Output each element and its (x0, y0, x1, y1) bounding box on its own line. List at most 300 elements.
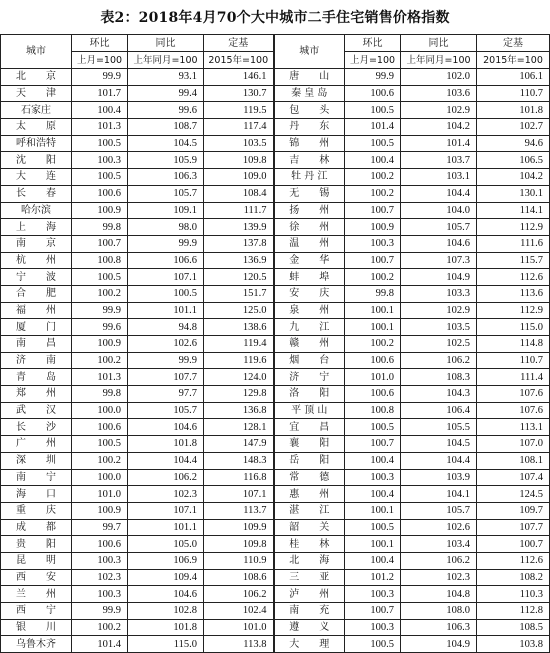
right-hb-cell: 100.2 (345, 336, 401, 353)
left-dj-cell: 113.8 (204, 636, 274, 653)
left-city-cell: 天 津 (1, 85, 72, 102)
left-hb-cell: 100.5 (72, 436, 128, 453)
right-city-cell: 常 德 (274, 469, 345, 486)
right-tb-cell: 108.0 (401, 603, 477, 620)
right-dj-cell: 94.6 (477, 135, 550, 152)
right-hb-cell: 100.2 (345, 169, 401, 186)
right-dj-cell: 111.6 (477, 235, 550, 252)
table-title: 表2：2018年4月70个大中城市二手住宅销售价格指数 (100, 10, 450, 26)
left-hb-cell: 100.6 (72, 536, 128, 553)
table-row (1, 369, 550, 386)
right-dj-cell: 110.3 (477, 586, 550, 603)
left-city-cell: 杭 州 (1, 252, 72, 269)
right-city-cell: 唐 山 (274, 69, 345, 86)
left-hb-cell: 100.6 (72, 185, 128, 202)
left-tb-cell: 94.8 (128, 319, 204, 336)
left-tb-cell: 106.6 (128, 252, 204, 269)
right-city-cell: 韶 关 (274, 519, 345, 536)
left-tb-cell: 104.4 (128, 452, 204, 469)
right-tb-cell: 104.4 (401, 185, 477, 202)
right-dj-cell: 107.6 (477, 386, 550, 403)
left-dj-cell: 108.4 (204, 185, 274, 202)
left-dj-cell: 128.1 (204, 419, 274, 436)
left-city-cell: 呼和浩特 (1, 135, 72, 152)
left-dj-cell: 119.4 (204, 336, 274, 353)
right-dj-cell: 111.4 (477, 369, 550, 386)
left-city-cell: 南 昌 (1, 336, 72, 353)
table-row (1, 552, 550, 569)
right-hb-cell: 100.4 (345, 552, 401, 569)
header-row-1 (1, 35, 550, 52)
left-city-cell: 大 连 (1, 169, 72, 186)
right-dj-cell: 115.0 (477, 319, 550, 336)
left-dj-cell: 130.7 (204, 85, 274, 102)
left-city-cell: 长 沙 (1, 419, 72, 436)
right-dj-cell: 115.7 (477, 252, 550, 269)
right-hb-cell: 101.0 (345, 369, 401, 386)
left-dj-cell: 111.7 (204, 202, 274, 219)
right-dj-cell: 109.7 (477, 502, 550, 519)
left-tb-cell: 100.5 (128, 285, 204, 302)
right-dj-cell: 100.7 (477, 536, 550, 553)
right-hb-cell: 100.1 (345, 319, 401, 336)
left-city-cell: 郑 州 (1, 386, 72, 403)
left-hb-cell: 101.3 (72, 119, 128, 136)
table-row (1, 619, 550, 636)
left-tb-cell: 97.7 (128, 386, 204, 403)
left-hb-cell: 100.0 (72, 402, 128, 419)
table-row (1, 69, 550, 86)
left-city-cell: 北 京 (1, 69, 72, 86)
left-city-cell: 石家庄 (1, 102, 72, 119)
left-tb-cell: 105.9 (128, 152, 204, 169)
dj-base-right: 2015年=100 (477, 52, 550, 69)
right-city-cell: 扬 州 (274, 202, 345, 219)
hb-base-right: 上月=100 (345, 52, 401, 69)
table-row (1, 152, 550, 169)
left-tb-cell: 107.1 (128, 269, 204, 286)
left-hb-cell: 102.3 (72, 569, 128, 586)
table-row (1, 285, 550, 302)
left-tb-cell: 107.1 (128, 502, 204, 519)
left-hb-cell: 100.3 (72, 152, 128, 169)
right-city-cell: 牡 丹 江 (274, 169, 345, 186)
left-dj-cell: 138.6 (204, 319, 274, 336)
left-hb-cell: 100.5 (72, 269, 128, 286)
left-dj-cell: 106.2 (204, 586, 274, 603)
left-tb-cell: 105.7 (128, 185, 204, 202)
table-row (1, 352, 550, 369)
left-hb-cell: 100.9 (72, 336, 128, 353)
right-hb-cell: 99.9 (345, 69, 401, 86)
hb-header-left: 环比 (72, 35, 128, 52)
right-dj-cell: 106.5 (477, 152, 550, 169)
left-city-cell: 福 州 (1, 302, 72, 319)
left-dj-cell: 151.7 (204, 285, 274, 302)
left-dj-cell: 107.1 (204, 486, 274, 503)
right-dj-cell: 103.8 (477, 636, 550, 653)
right-dj-cell: 112.8 (477, 603, 550, 620)
table-row (1, 636, 550, 653)
left-hb-cell: 101.0 (72, 486, 128, 503)
left-tb-cell: 109.1 (128, 202, 204, 219)
tb-base-right: 上年同月=100 (401, 52, 477, 69)
table-row (1, 603, 550, 620)
left-city-cell: 银 川 (1, 619, 72, 636)
left-dj-cell: 108.6 (204, 569, 274, 586)
left-dj-cell: 120.5 (204, 269, 274, 286)
table-row (1, 436, 550, 453)
left-dj-cell: 109.8 (204, 536, 274, 553)
left-tb-cell: 99.6 (128, 102, 204, 119)
left-dj-cell: 117.4 (204, 119, 274, 136)
right-city-cell: 南 充 (274, 603, 345, 620)
right-tb-cell: 102.9 (401, 102, 477, 119)
right-hb-cell: 100.7 (345, 436, 401, 453)
right-tb-cell: 106.3 (401, 619, 477, 636)
right-tb-cell: 104.3 (401, 386, 477, 403)
right-dj-cell: 112.9 (477, 219, 550, 236)
left-dj-cell: 136.8 (204, 402, 274, 419)
left-tb-cell: 104.6 (128, 419, 204, 436)
right-hb-cell: 100.1 (345, 502, 401, 519)
table-row (1, 586, 550, 603)
table-row (1, 519, 550, 536)
right-dj-cell: 112.6 (477, 269, 550, 286)
right-city-cell: 徐 州 (274, 219, 345, 236)
right-hb-cell: 100.6 (345, 352, 401, 369)
right-hb-cell: 99.8 (345, 285, 401, 302)
left-dj-cell: 147.9 (204, 436, 274, 453)
left-dj-cell: 146.1 (204, 69, 274, 86)
right-city-cell: 包 头 (274, 102, 345, 119)
table-row (1, 469, 550, 486)
left-hb-cell: 100.7 (72, 235, 128, 252)
city-header-right: 城市 (274, 35, 345, 69)
left-tb-cell: 102.8 (128, 603, 204, 620)
left-city-cell: 乌鲁木齐 (1, 636, 72, 653)
left-tb-cell: 115.0 (128, 636, 204, 653)
left-hb-cell: 100.6 (72, 419, 128, 436)
right-tb-cell: 106.2 (401, 552, 477, 569)
left-hb-cell: 100.5 (72, 169, 128, 186)
right-tb-cell: 104.9 (401, 269, 477, 286)
right-tb-cell: 102.0 (401, 69, 477, 86)
left-hb-cell: 99.8 (72, 386, 128, 403)
table-row (1, 169, 550, 186)
left-hb-cell: 100.2 (72, 285, 128, 302)
table-row (1, 119, 550, 136)
right-tb-cell: 103.4 (401, 536, 477, 553)
left-city-cell: 太 原 (1, 119, 72, 136)
left-tb-cell: 99.4 (128, 85, 204, 102)
left-dj-cell: 113.7 (204, 502, 274, 519)
right-dj-cell: 107.0 (477, 436, 550, 453)
hb-base-left: 上月=100 (72, 52, 128, 69)
left-tb-cell: 99.9 (128, 235, 204, 252)
left-tb-cell: 101.1 (128, 519, 204, 536)
right-hb-cell: 100.1 (345, 302, 401, 319)
right-city-cell: 襄 阳 (274, 436, 345, 453)
right-hb-cell: 100.3 (345, 619, 401, 636)
left-city-cell: 厦 门 (1, 319, 72, 336)
left-tb-cell: 93.1 (128, 69, 204, 86)
right-hb-cell: 100.5 (345, 135, 401, 152)
right-city-cell: 泉 州 (274, 302, 345, 319)
right-city-cell: 岳 阳 (274, 452, 345, 469)
right-dj-cell: 112.9 (477, 302, 550, 319)
left-tb-cell: 101.1 (128, 302, 204, 319)
left-city-cell: 南 京 (1, 235, 72, 252)
right-tb-cell: 104.2 (401, 119, 477, 136)
right-tb-cell: 104.4 (401, 452, 477, 469)
right-tb-cell: 103.6 (401, 85, 477, 102)
left-dj-cell: 119.6 (204, 352, 274, 369)
right-city-cell: 锦 州 (274, 135, 345, 152)
right-dj-cell: 107.4 (477, 469, 550, 486)
right-hb-cell: 100.6 (345, 386, 401, 403)
left-dj-cell: 101.0 (204, 619, 274, 636)
left-tb-cell: 105.7 (128, 402, 204, 419)
left-hb-cell: 100.5 (72, 135, 128, 152)
right-tb-cell: 105.5 (401, 419, 477, 436)
table-row (1, 419, 550, 436)
left-hb-cell: 99.6 (72, 319, 128, 336)
left-dj-cell: 110.9 (204, 552, 274, 569)
left-dj-cell: 109.8 (204, 152, 274, 169)
right-city-cell: 三 亚 (274, 569, 345, 586)
left-city-cell: 合 肥 (1, 285, 72, 302)
left-city-cell: 兰 州 (1, 586, 72, 603)
left-dj-cell: 103.5 (204, 135, 274, 152)
table-row (1, 569, 550, 586)
right-hb-cell: 100.7 (345, 202, 401, 219)
left-city-cell: 武 汉 (1, 402, 72, 419)
right-city-cell: 洛 阳 (274, 386, 345, 403)
left-city-cell: 昆 明 (1, 552, 72, 569)
left-city-cell: 广 州 (1, 436, 72, 453)
right-city-cell: 烟 台 (274, 352, 345, 369)
right-city-cell: 泸 州 (274, 586, 345, 603)
left-city-cell: 西 宁 (1, 603, 72, 620)
right-city-cell: 宜 昌 (274, 419, 345, 436)
right-city-cell: 秦 皇 岛 (274, 85, 345, 102)
tb-base-left: 上年同月=100 (128, 52, 204, 69)
left-hb-cell: 99.9 (72, 69, 128, 86)
right-hb-cell: 100.9 (345, 219, 401, 236)
right-hb-cell: 100.5 (345, 519, 401, 536)
left-city-cell: 南 宁 (1, 469, 72, 486)
right-hb-cell: 101.2 (345, 569, 401, 586)
left-dj-cell: 109.9 (204, 519, 274, 536)
tb-header-right: 同比 (401, 35, 477, 52)
right-city-cell: 温 州 (274, 235, 345, 252)
tb-header-left: 同比 (128, 35, 204, 52)
table-row (1, 219, 550, 236)
left-city-cell: 西 安 (1, 569, 72, 586)
table-row (1, 135, 550, 152)
left-tb-cell: 99.9 (128, 352, 204, 369)
left-hb-cell: 99.9 (72, 302, 128, 319)
left-hb-cell: 99.9 (72, 603, 128, 620)
left-city-cell: 贵 阳 (1, 536, 72, 553)
right-dj-cell: 114.8 (477, 336, 550, 353)
right-tb-cell: 108.3 (401, 369, 477, 386)
right-dj-cell: 130.1 (477, 185, 550, 202)
left-hb-cell: 100.8 (72, 252, 128, 269)
dj-base-left: 2015年=100 (204, 52, 274, 69)
right-city-cell: 赣 州 (274, 336, 345, 353)
table-row (1, 486, 550, 503)
right-city-cell: 无 锡 (274, 185, 345, 202)
left-tb-cell: 106.9 (128, 552, 204, 569)
right-tb-cell: 107.3 (401, 252, 477, 269)
left-city-cell: 上 海 (1, 219, 72, 236)
table-row (1, 235, 550, 252)
right-tb-cell: 104.0 (401, 202, 477, 219)
right-dj-cell: 102.7 (477, 119, 550, 136)
hb-header-right: 环比 (345, 35, 401, 52)
left-dj-cell: 148.3 (204, 452, 274, 469)
right-tb-cell: 106.4 (401, 402, 477, 419)
left-city-cell: 青 岛 (1, 369, 72, 386)
table-row (1, 452, 550, 469)
left-city-cell: 重 庆 (1, 502, 72, 519)
right-dj-cell: 113.6 (477, 285, 550, 302)
left-dj-cell: 137.8 (204, 235, 274, 252)
left-hb-cell: 99.7 (72, 519, 128, 536)
table-row (1, 502, 550, 519)
left-tb-cell: 106.3 (128, 169, 204, 186)
table-row (1, 252, 550, 269)
left-tb-cell: 104.6 (128, 586, 204, 603)
right-tb-cell: 104.1 (401, 486, 477, 503)
left-city-cell: 深 圳 (1, 452, 72, 469)
right-hb-cell: 100.4 (345, 152, 401, 169)
right-dj-cell: 107.6 (477, 402, 550, 419)
right-tb-cell: 105.7 (401, 219, 477, 236)
right-tb-cell: 103.5 (401, 319, 477, 336)
right-dj-cell: 108.2 (477, 569, 550, 586)
right-hb-cell: 100.3 (345, 586, 401, 603)
right-tb-cell: 102.9 (401, 302, 477, 319)
right-dj-cell: 108.1 (477, 452, 550, 469)
right-hb-cell: 100.6 (345, 85, 401, 102)
right-tb-cell: 102.3 (401, 569, 477, 586)
right-tb-cell: 101.4 (401, 135, 477, 152)
left-hb-cell: 101.4 (72, 636, 128, 653)
left-city-cell: 济 南 (1, 352, 72, 369)
table-row (1, 202, 550, 219)
right-city-cell: 吉 林 (274, 152, 345, 169)
left-dj-cell: 139.9 (204, 219, 274, 236)
right-city-cell: 湛 江 (274, 502, 345, 519)
left-hb-cell: 100.2 (72, 452, 128, 469)
city-header-left: 城市 (1, 35, 72, 69)
table-row (1, 269, 550, 286)
right-city-cell: 大 理 (274, 636, 345, 653)
left-tb-cell: 102.6 (128, 336, 204, 353)
right-tb-cell: 103.7 (401, 152, 477, 169)
right-city-cell: 惠 州 (274, 486, 345, 503)
left-tb-cell: 105.0 (128, 536, 204, 553)
left-tb-cell: 102.3 (128, 486, 204, 503)
dj-header-left: 定基 (204, 35, 274, 52)
left-tb-cell: 109.4 (128, 569, 204, 586)
left-tb-cell: 101.8 (128, 436, 204, 453)
left-dj-cell: 136.9 (204, 252, 274, 269)
right-dj-cell: 108.5 (477, 619, 550, 636)
left-hb-cell: 100.2 (72, 619, 128, 636)
right-dj-cell: 124.5 (477, 486, 550, 503)
right-tb-cell: 103.1 (401, 169, 477, 186)
table-body (1, 69, 550, 653)
table-row (1, 102, 550, 119)
right-city-cell: 蚌 埠 (274, 269, 345, 286)
left-tb-cell: 104.5 (128, 135, 204, 152)
right-hb-cell: 100.7 (345, 603, 401, 620)
left-city-cell: 长 春 (1, 185, 72, 202)
right-hb-cell: 100.2 (345, 185, 401, 202)
right-dj-cell: 107.7 (477, 519, 550, 536)
right-dj-cell: 101.8 (477, 102, 550, 119)
right-city-cell: 桂 林 (274, 536, 345, 553)
left-tb-cell: 108.7 (128, 119, 204, 136)
table-row (1, 536, 550, 553)
right-tb-cell: 105.7 (401, 502, 477, 519)
price-index-table (0, 34, 550, 653)
right-dj-cell: 106.1 (477, 69, 550, 86)
dj-header-right: 定基 (477, 35, 550, 52)
right-dj-cell: 104.2 (477, 169, 550, 186)
right-city-cell: 遵 义 (274, 619, 345, 636)
right-hb-cell: 100.2 (345, 269, 401, 286)
right-dj-cell: 112.6 (477, 552, 550, 569)
right-city-cell: 平 顶 山 (274, 402, 345, 419)
table-row (1, 386, 550, 403)
right-hb-cell: 101.4 (345, 119, 401, 136)
left-hb-cell: 100.2 (72, 352, 128, 369)
right-hb-cell: 100.3 (345, 469, 401, 486)
right-tb-cell: 102.6 (401, 519, 477, 536)
left-tb-cell: 98.0 (128, 219, 204, 236)
table-row (1, 336, 550, 353)
left-city-cell: 哈尔滨 (1, 202, 72, 219)
right-hb-cell: 100.5 (345, 419, 401, 436)
right-dj-cell: 110.7 (477, 85, 550, 102)
right-city-cell: 安 庆 (274, 285, 345, 302)
right-hb-cell: 100.4 (345, 452, 401, 469)
right-tb-cell: 104.5 (401, 436, 477, 453)
right-tb-cell: 104.6 (401, 235, 477, 252)
right-city-cell: 北 海 (274, 552, 345, 569)
left-hb-cell: 101.3 (72, 369, 128, 386)
right-dj-cell: 113.1 (477, 419, 550, 436)
table-row (1, 302, 550, 319)
right-tb-cell: 106.2 (401, 352, 477, 369)
left-city-cell: 沈 阳 (1, 152, 72, 169)
right-tb-cell: 103.3 (401, 285, 477, 302)
left-hb-cell: 100.9 (72, 502, 128, 519)
left-hb-cell: 100.3 (72, 586, 128, 603)
right-tb-cell: 104.9 (401, 636, 477, 653)
left-dj-cell: 109.0 (204, 169, 274, 186)
left-tb-cell: 101.8 (128, 619, 204, 636)
left-hb-cell: 100.3 (72, 552, 128, 569)
table-row (1, 319, 550, 336)
left-dj-cell: 119.5 (204, 102, 274, 119)
right-hb-cell: 100.5 (345, 102, 401, 119)
